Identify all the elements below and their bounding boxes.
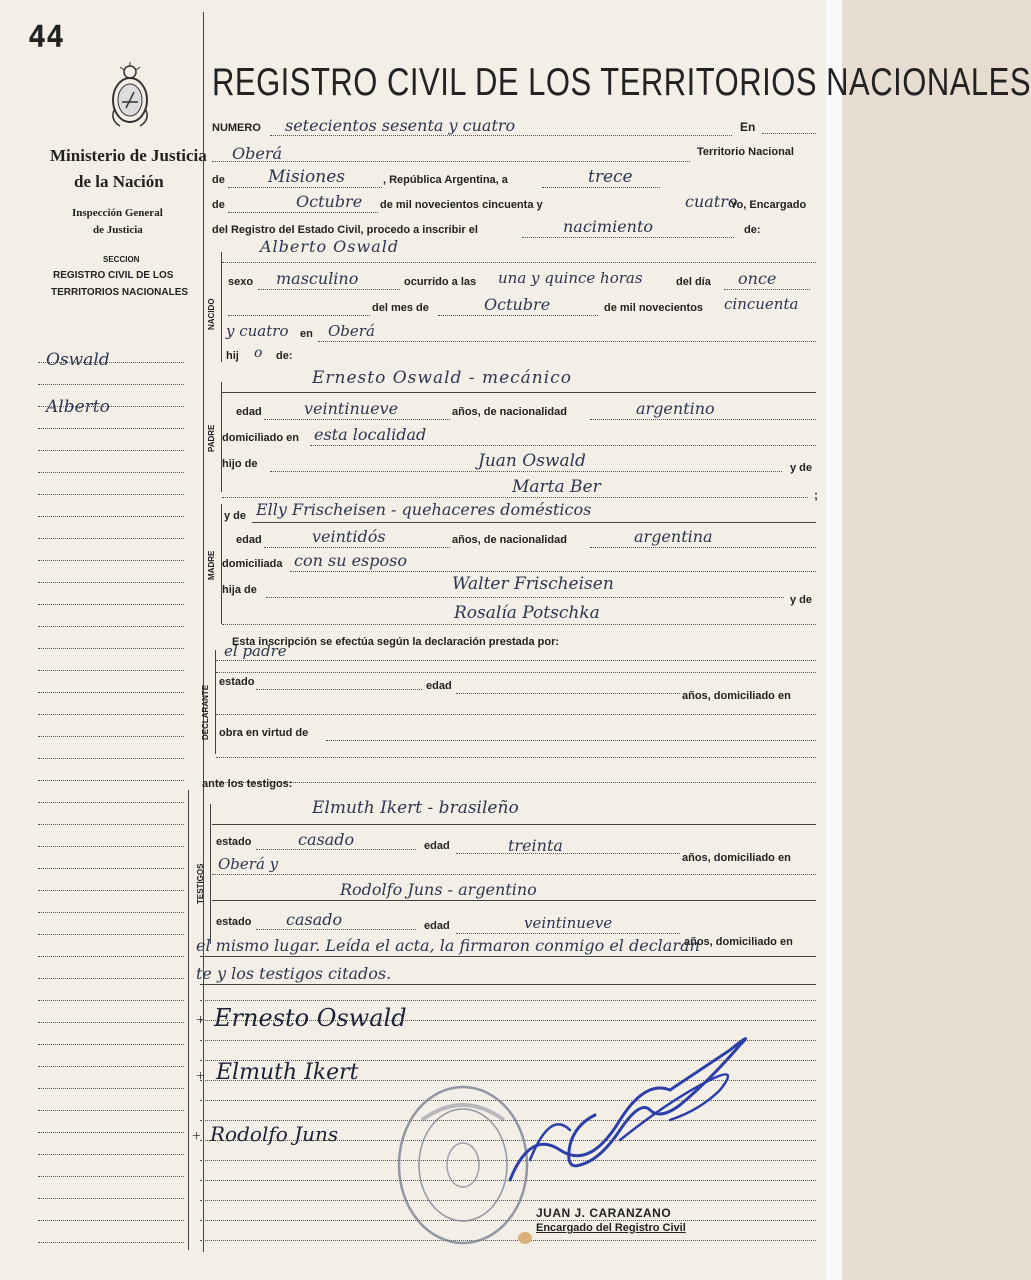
en-label: En xyxy=(740,120,756,134)
padre-mother-name: Marta Ber xyxy=(512,477,601,497)
sidebar-ruled-line xyxy=(38,604,184,605)
sidebar-ruled-line xyxy=(38,670,184,671)
testigo2-edad-value: veintinueve xyxy=(524,914,613,932)
birth-year-label: de mil novecientos xyxy=(604,302,704,314)
sidebar-ruled-line xyxy=(38,1132,184,1133)
padre-father-name: Juan Oswald xyxy=(478,451,586,471)
madre-mother-name: Rosalía Potschka xyxy=(454,603,600,623)
sidebar-ruled-line xyxy=(38,1000,184,1001)
sidebar-ruled-line xyxy=(38,1110,184,1111)
padre-nacionalidad-value: argentino xyxy=(636,399,715,418)
testigo2-estado-label: estado xyxy=(216,916,252,928)
witness2-value: Rodolfo Juns - argentino xyxy=(340,880,537,899)
procedo-label: del Registro del Estado Civil, procedo a inscribir el xyxy=(212,224,478,236)
padre-hijo-de-label: hijo de xyxy=(222,458,258,470)
sidebar-ruled-line xyxy=(38,1088,184,1089)
madre-nacionalidad-label: años, de nacionalidad xyxy=(452,534,567,546)
de-colon-label: de: xyxy=(744,224,761,236)
sidebar-ruled-line xyxy=(38,1044,184,1045)
de-label-1: de xyxy=(212,174,225,186)
numero-value: setecientos sesenta y cuatro xyxy=(285,116,516,135)
page-title: REGISTRO CIVIL DE LOS TERRITORIOS NACIONALES xyxy=(212,60,1031,104)
sidebar-ruled-line xyxy=(38,934,184,935)
sidebar-ruled-line xyxy=(38,692,184,693)
registrar-title: Encargado del Registro Civil xyxy=(536,1222,686,1234)
signature-3: Rodolfo Juns xyxy=(210,1122,339,1146)
month-value: Octubre xyxy=(296,192,363,211)
testigo1-anos-label: años, domiciliado en xyxy=(682,852,791,864)
padre-section-label: PADRE xyxy=(207,424,216,452)
sidebar-ruled-line xyxy=(38,406,184,407)
birth-en-label: en xyxy=(300,328,313,340)
testigo2-edad-label: edad xyxy=(424,920,450,932)
sidebar-ruled-line xyxy=(38,912,184,913)
day-value: trece xyxy=(588,167,633,187)
madre-domiciliada-label: domiciliada xyxy=(222,558,283,570)
sexo-label: sexo xyxy=(228,276,254,288)
hijo-label: hij xyxy=(226,350,239,362)
sidebar-ruled-line xyxy=(38,868,184,869)
testigo1-edad-label: edad xyxy=(424,840,450,852)
madre-edad-value: veintidós xyxy=(312,527,386,546)
sidebar-ruled-line xyxy=(38,758,184,759)
sidebar-ruled-line xyxy=(38,538,184,539)
del-dia-label: del día xyxy=(676,276,711,288)
declarante-edad-label: edad xyxy=(426,680,452,692)
sidebar-ruled-line xyxy=(38,362,184,363)
sidebar-ruled-line xyxy=(38,648,184,649)
testigos-section-label: TESTIGOS xyxy=(196,863,205,904)
paper-stain xyxy=(518,1232,532,1244)
sidebar-ruled-line xyxy=(38,890,184,891)
ministry-line2: de la Nación xyxy=(74,172,164,191)
madre-edad-label: edad xyxy=(236,534,262,546)
declarante-estado-label: estado xyxy=(219,676,255,688)
sidebar-ruled-line xyxy=(38,472,184,473)
frame-line xyxy=(203,12,204,1252)
sig1-mark: + xyxy=(196,1012,206,1029)
place-value: Oberá xyxy=(232,144,283,163)
testigo2-anos-label: años, domiciliado en xyxy=(684,936,793,948)
madre-section-label: MADRE xyxy=(207,550,216,580)
declarante-section-label: DECLARANTE xyxy=(201,684,210,740)
territorio-label: Territorio Nacional xyxy=(697,146,794,158)
testigos-intro: ante los testigos: xyxy=(202,778,293,790)
birth-month-value: Octubre xyxy=(484,295,551,314)
sidebar-ruled-line xyxy=(38,384,184,385)
declarante-intro: Esta inscripción se efectúa según la declaración prestada por: xyxy=(232,636,560,648)
sidebar-ruled-line xyxy=(38,802,184,803)
sidebar-ruled-line xyxy=(38,582,184,583)
sidebar-ruled-line xyxy=(38,1198,184,1199)
signature-1: Ernesto Oswald xyxy=(214,1004,407,1032)
madre-nacionalidad-value: argentina xyxy=(634,527,713,546)
numero-label: NUMERO xyxy=(212,122,261,134)
year-label: de mil novecientos cincuenta y xyxy=(380,199,543,211)
padre-domicilio-value: esta localidad xyxy=(314,425,427,444)
madre-father-name: Walter Frischeisen xyxy=(452,574,614,594)
testigo1-edad-value: treinta xyxy=(508,836,563,855)
madre-y-de-label: y de xyxy=(224,510,247,522)
padre-edad-label: edad xyxy=(236,406,262,418)
birth-place-value: Oberá xyxy=(328,322,375,340)
sidebar-ruled-line xyxy=(38,846,184,847)
inspection-line1: Inspección General xyxy=(72,207,163,219)
sexo-value: masculino xyxy=(276,269,359,288)
nacido-section-label: NACIDO xyxy=(207,298,216,330)
sidebar-ruled-line xyxy=(38,450,184,451)
sidebar-ruled-line xyxy=(38,626,184,627)
frame-line-lower xyxy=(188,790,189,1250)
closing-line2: te y los testigos citados. xyxy=(196,964,392,983)
padre-semicolon: ; xyxy=(814,488,818,502)
ocurrido-label: ocurrido a las xyxy=(404,276,477,288)
testigo2-estado-value: casado xyxy=(286,910,343,929)
registrar-signature-icon xyxy=(470,1010,760,1210)
year-value: cuatro xyxy=(685,192,738,211)
birth-year-value: cincuenta xyxy=(724,295,799,313)
sig3-mark: + xyxy=(192,1128,202,1145)
madre-hija-de-label: hija de xyxy=(222,584,257,596)
yo-label: Yo, Encargado xyxy=(730,199,807,211)
sidebar-surname: Oswald xyxy=(46,350,110,370)
sig2-mark: + xyxy=(196,1068,206,1085)
sidebar-ruled-line xyxy=(38,494,184,495)
sidebar-ruled-line xyxy=(38,824,184,825)
sidebar-ruled-line xyxy=(38,560,184,561)
signature-2: Elmuth Ikert xyxy=(216,1060,359,1085)
padre-nacionalidad-label: años, de nacionalidad xyxy=(452,406,567,418)
sidebar-ruled-line xyxy=(38,736,184,737)
sidebar-ruled-line xyxy=(38,956,184,957)
madre-name-occupation: Elly Frischeisen - quehaceres domésticos xyxy=(256,500,592,519)
sidebar-ruled-line xyxy=(38,1242,184,1243)
sidebar-ruled-line xyxy=(38,428,184,429)
declarante-anos-label: años, domiciliado en xyxy=(682,690,791,702)
sidebar-ruled-line xyxy=(38,1066,184,1067)
inspection-line2: de Justicia xyxy=(93,224,143,236)
sidebar-ruled-line xyxy=(38,978,184,979)
section-line3: TERRITORIOS NACIONALES xyxy=(51,287,189,298)
mes-label: del mes de xyxy=(372,302,429,314)
territory-value: Misiones xyxy=(268,167,345,187)
testigo1-estado-value: casado xyxy=(298,830,355,849)
testigo1-domicilio: Oberá y xyxy=(218,855,279,873)
testigo1-estado-label: estado xyxy=(216,836,252,848)
sidebar-ruled-line xyxy=(38,516,184,517)
declarante-value: el padre xyxy=(224,642,287,660)
sidebar-ruled-line xyxy=(38,1220,184,1221)
padre-domicilio-label: domiciliado en xyxy=(222,432,300,444)
witness1-value: Elmuth Ikert - brasileño xyxy=(312,798,519,818)
page-edge xyxy=(826,0,842,1280)
declarante-obra-label: obra en virtud de xyxy=(219,727,309,739)
sidebar-ruled-line xyxy=(38,1176,184,1177)
padre-y-de-label: y de xyxy=(790,462,813,474)
sidebar-given-name: Alberto xyxy=(46,397,110,417)
section-line2: REGISTRO CIVIL DE LOS xyxy=(53,270,174,281)
birth-day-value: once xyxy=(738,269,777,288)
act-type-value: nacimiento xyxy=(563,217,654,236)
madre-domiciliada-value: con su esposo xyxy=(294,551,407,570)
closing-line1: el mismo lugar. Leída el acta, la firmaron conmigo el declaran xyxy=(196,936,700,955)
birth-year-cont: y cuatro xyxy=(226,322,289,340)
hijo-de-label: de: xyxy=(276,350,293,362)
registrar-name: JUAN J. CARANZANO xyxy=(536,1206,672,1220)
section-line1: SECCION xyxy=(103,255,140,264)
page-number: 44 xyxy=(28,20,65,55)
hijo-suffix: o xyxy=(254,345,263,361)
signature-ruled-line xyxy=(200,1000,816,1001)
madre-y-de-label: y de xyxy=(790,594,813,606)
republica-label: , República Argentina, a xyxy=(383,174,508,186)
sidebar-ruled-line xyxy=(38,1154,184,1155)
padre-name-occupation: Ernesto Oswald - mecánico xyxy=(312,368,572,388)
sidebar-ruled-line xyxy=(38,1022,184,1023)
padre-edad-value: veintinueve xyxy=(304,399,399,418)
nacido-name: Alberto Oswald xyxy=(260,237,400,256)
hour-value: una y quince horas xyxy=(498,269,643,287)
de-label-2: de xyxy=(212,199,225,211)
ministry-line1: Ministerio de Justicia xyxy=(50,146,207,165)
coat-of-arms-icon xyxy=(106,62,154,130)
sidebar-ruled-line xyxy=(38,714,184,715)
sidebar-ruled-line xyxy=(38,780,184,781)
